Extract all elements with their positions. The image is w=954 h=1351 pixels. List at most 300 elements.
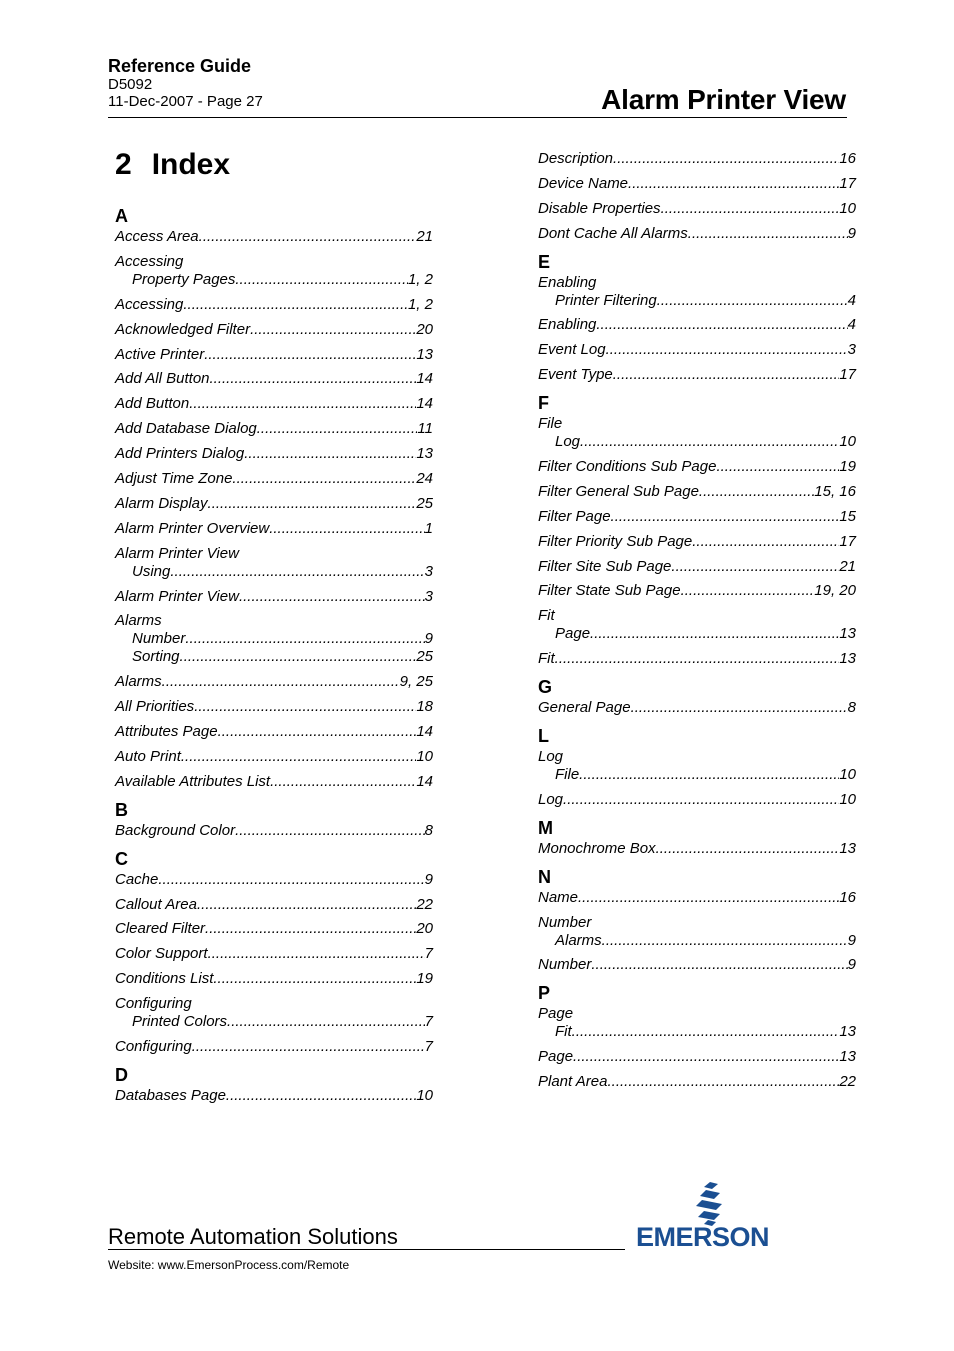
index-entry bbox=[115, 253, 433, 289]
entry-parent-label: Configuring bbox=[115, 995, 192, 1013]
dot-leader bbox=[602, 932, 848, 950]
entry-parent-label: Alarm Printer View bbox=[115, 544, 239, 562]
index-entry bbox=[115, 346, 433, 364]
page-reference: 9 bbox=[847, 224, 856, 242]
index-entry bbox=[538, 914, 856, 950]
page-reference: 13 bbox=[839, 1048, 856, 1066]
page-reference: 1, 2 bbox=[407, 270, 433, 288]
index-entry bbox=[115, 1087, 433, 1105]
index-letter-heading: G bbox=[538, 677, 553, 698]
page-reference: 14 bbox=[416, 370, 433, 388]
dot-leader bbox=[591, 956, 847, 974]
index-letter-heading: L bbox=[538, 726, 549, 747]
entry-parent-label: File bbox=[538, 415, 563, 433]
index-entry bbox=[538, 200, 856, 218]
dot-leader bbox=[226, 1087, 416, 1105]
index-letter-heading: D bbox=[115, 1064, 128, 1085]
page-reference: 10 bbox=[416, 1086, 433, 1104]
index-subentry bbox=[115, 630, 433, 648]
page-reference: 13 bbox=[416, 345, 433, 363]
index-entry bbox=[538, 225, 856, 243]
entry-label: Event Type bbox=[538, 366, 613, 384]
dot-leader bbox=[572, 1023, 840, 1041]
page-reference: 22 bbox=[416, 895, 433, 913]
entry-label: Access Area bbox=[115, 228, 199, 245]
dot-leader bbox=[671, 558, 839, 576]
page-reference: 25 bbox=[416, 648, 433, 666]
index-entry bbox=[115, 773, 433, 791]
page-reference: 7 bbox=[424, 1013, 433, 1031]
index-entry bbox=[538, 366, 856, 384]
page-reference: 14 bbox=[416, 772, 433, 790]
entry-label: Adjust Time Zone bbox=[115, 470, 233, 488]
page-reference: 8 bbox=[847, 699, 856, 717]
dot-leader bbox=[628, 175, 839, 193]
entry-label: Auto Print bbox=[115, 748, 181, 766]
dot-leader bbox=[235, 822, 425, 840]
index-entry bbox=[115, 370, 433, 388]
page-reference: 13 bbox=[839, 1023, 856, 1041]
entry-label: Alarms bbox=[555, 931, 602, 949]
entry-label: Alarm Display bbox=[115, 494, 208, 512]
dot-leader bbox=[250, 321, 416, 339]
index-letter-heading: N bbox=[538, 866, 551, 887]
index-entry bbox=[115, 228, 433, 246]
index-entry bbox=[115, 1038, 433, 1056]
page-reference: 24 bbox=[416, 470, 433, 488]
index-entry-row bbox=[115, 445, 433, 463]
index-entry-row bbox=[115, 871, 433, 889]
dot-leader bbox=[227, 1013, 425, 1031]
dot-leader bbox=[269, 520, 424, 538]
entry-label: Filter Page bbox=[538, 507, 611, 525]
entry-label: Cleared Filter bbox=[115, 920, 206, 938]
entry-parent-label: Log bbox=[538, 748, 564, 766]
page-reference: 1 bbox=[424, 519, 433, 537]
index-column-left bbox=[115, 200, 433, 1112]
index-letter-heading: F bbox=[538, 393, 549, 414]
entry-label: Number bbox=[538, 956, 592, 974]
entry-label: Add All Button bbox=[115, 370, 210, 388]
page-reference: 7 bbox=[424, 945, 433, 963]
index-entry-row bbox=[538, 200, 856, 218]
index-entry-row bbox=[538, 699, 856, 717]
index-subentry bbox=[115, 1013, 433, 1031]
page-reference: 3 bbox=[847, 341, 856, 359]
index-entry bbox=[115, 822, 433, 840]
dot-leader bbox=[692, 533, 839, 551]
index-entry bbox=[538, 699, 856, 717]
emerson-emblem-icon bbox=[688, 1180, 738, 1226]
dot-leader bbox=[185, 630, 424, 648]
index-entry bbox=[538, 650, 856, 668]
entry-label: Alarm Printer Overview bbox=[115, 519, 270, 537]
index-entry-row bbox=[538, 225, 856, 243]
index-entry-row bbox=[115, 420, 433, 438]
entry-label: Databases Page bbox=[115, 1086, 226, 1104]
index-entry-row bbox=[538, 533, 856, 551]
page-reference: 3 bbox=[424, 562, 433, 580]
entry-label: Add Printers Dialog bbox=[115, 445, 245, 463]
page-reference: 10 bbox=[416, 748, 433, 766]
index-entry-row bbox=[115, 698, 433, 716]
dot-leader bbox=[578, 889, 839, 907]
index-column-right bbox=[538, 150, 856, 1098]
index-entry bbox=[115, 896, 433, 914]
index-entry-row bbox=[115, 296, 433, 314]
dot-leader bbox=[181, 748, 416, 766]
index-entry bbox=[538, 150, 856, 168]
page-reference: 9 bbox=[424, 630, 433, 648]
index-subentry bbox=[538, 433, 856, 451]
section-heading bbox=[115, 148, 230, 182]
index-entry bbox=[538, 415, 856, 451]
page-reference: 15, 16 bbox=[814, 482, 856, 500]
index-entry-row bbox=[115, 395, 433, 413]
index-entry bbox=[538, 889, 856, 907]
page-reference: 7 bbox=[424, 1038, 433, 1056]
dot-leader bbox=[596, 316, 847, 334]
index-entry bbox=[115, 296, 433, 314]
page-reference: 19 bbox=[416, 970, 433, 988]
dot-leader bbox=[270, 773, 416, 791]
index-entry bbox=[538, 458, 856, 476]
document-header bbox=[108, 58, 263, 110]
entry-label: Name bbox=[538, 888, 579, 906]
index-entry bbox=[115, 723, 433, 741]
index-entry bbox=[115, 920, 433, 938]
entry-label: Plant Area bbox=[538, 1073, 608, 1091]
dot-leader bbox=[162, 673, 400, 691]
dot-leader bbox=[590, 625, 839, 643]
dot-leader bbox=[631, 699, 848, 717]
index-entry-row bbox=[538, 889, 856, 907]
dot-leader bbox=[208, 495, 417, 513]
dot-leader bbox=[257, 420, 418, 438]
index-entry-row bbox=[115, 370, 433, 388]
index-entry bbox=[115, 748, 433, 766]
page-reference: 19, 20 bbox=[814, 582, 856, 600]
index-subentry bbox=[538, 625, 856, 643]
index-letter-heading: A bbox=[115, 206, 128, 226]
index-entry-row bbox=[115, 673, 433, 691]
page-reference: 3 bbox=[424, 587, 433, 605]
index-entry-row bbox=[538, 558, 856, 576]
index-entry bbox=[115, 612, 433, 666]
index-entry bbox=[115, 445, 433, 463]
page-reference: 14 bbox=[416, 723, 433, 741]
index-entry bbox=[538, 791, 856, 809]
entry-label: All Priorities bbox=[115, 698, 195, 716]
date-and-page: 11-Dec-2007 - Page 27 bbox=[108, 93, 263, 110]
entry-label: Filter Conditions Sub Page bbox=[538, 458, 717, 476]
page-reference: 10 bbox=[839, 433, 856, 451]
dot-leader bbox=[183, 296, 408, 314]
index-entry bbox=[115, 470, 433, 488]
page-reference: 11 bbox=[417, 420, 433, 438]
index-entry bbox=[115, 545, 433, 581]
entry-label: Background Color bbox=[115, 821, 236, 839]
index-subentry bbox=[538, 1023, 856, 1041]
dot-leader bbox=[189, 395, 416, 413]
index-letter-heading: B bbox=[115, 799, 128, 820]
entry-label: File bbox=[555, 766, 580, 784]
page-reference: 16 bbox=[839, 888, 856, 906]
index-entry-row bbox=[538, 366, 856, 384]
index-entry bbox=[538, 956, 856, 974]
page-reference: 25 bbox=[416, 494, 433, 512]
entry-label: Acknowledged Filter bbox=[115, 320, 251, 338]
index-entry bbox=[538, 607, 856, 643]
index-letter-heading: P bbox=[538, 983, 551, 1004]
index-entry bbox=[115, 495, 433, 513]
dot-leader bbox=[194, 698, 416, 716]
entry-label: Event Log bbox=[538, 341, 606, 359]
index-entry bbox=[115, 970, 433, 988]
index-subentry bbox=[538, 292, 856, 310]
page-reference: 19 bbox=[839, 458, 856, 476]
index-entry-row bbox=[538, 508, 856, 526]
dot-leader bbox=[657, 292, 848, 310]
entry-label: Disable Properties bbox=[538, 199, 661, 217]
document-type: Reference Guide bbox=[108, 56, 252, 76]
dot-leader bbox=[199, 228, 417, 246]
entry-label: Property Pages bbox=[132, 270, 236, 288]
entry-parent-label: Fit bbox=[538, 607, 555, 625]
page-reference: 21 bbox=[416, 228, 433, 245]
index-entry-row bbox=[115, 321, 433, 339]
dot-leader bbox=[611, 508, 840, 526]
dot-leader bbox=[606, 341, 848, 359]
page-reference: 16 bbox=[839, 150, 856, 167]
index-entry bbox=[538, 508, 856, 526]
index-entry bbox=[115, 698, 433, 716]
dot-leader bbox=[197, 896, 416, 914]
entry-label: Accessing bbox=[115, 295, 184, 313]
dot-leader bbox=[213, 970, 416, 988]
index-entry bbox=[538, 316, 856, 334]
entry-label: Device Name bbox=[538, 174, 629, 192]
index-letter-heading: C bbox=[115, 848, 128, 869]
dot-leader bbox=[613, 150, 839, 168]
index-letter-heading: M bbox=[538, 817, 553, 838]
entry-label: Monochrome Box bbox=[538, 839, 656, 857]
index-entry bbox=[538, 1005, 856, 1041]
entry-label: Active Printer bbox=[115, 345, 205, 363]
page-reference: 22 bbox=[839, 1073, 856, 1091]
entry-label: Callout Area bbox=[115, 895, 197, 913]
index-entry-row bbox=[538, 458, 856, 476]
entry-label: General Page bbox=[538, 699, 631, 717]
page-reference: 18 bbox=[416, 698, 433, 716]
index-entry-row bbox=[538, 582, 856, 600]
index-entry-row bbox=[115, 228, 433, 246]
index-entry bbox=[115, 520, 433, 538]
index-entry bbox=[538, 1073, 856, 1091]
index-entry-row bbox=[538, 1048, 856, 1066]
section-number: 2 bbox=[115, 148, 132, 181]
entry-label: Color Support bbox=[115, 945, 208, 963]
entry-label: Log bbox=[555, 433, 581, 451]
page-reference: 20 bbox=[416, 320, 433, 338]
page-reference: 14 bbox=[416, 395, 433, 413]
index-entry-row bbox=[115, 970, 433, 988]
index-entry-row bbox=[115, 1087, 433, 1105]
index-entry-row bbox=[538, 840, 856, 858]
index-entry-row bbox=[115, 723, 433, 741]
dot-leader bbox=[204, 346, 416, 364]
entry-label: Fit bbox=[555, 1023, 572, 1041]
index-entry-row bbox=[538, 1073, 856, 1091]
dot-leader bbox=[699, 483, 814, 501]
dot-leader bbox=[170, 563, 424, 581]
index-entry bbox=[115, 588, 433, 606]
dot-leader bbox=[205, 920, 416, 938]
logo-wordmark: EMERSON bbox=[636, 1222, 770, 1252]
dot-leader bbox=[608, 1073, 840, 1091]
index-entry-row bbox=[115, 920, 433, 938]
index-entry bbox=[538, 1048, 856, 1066]
dot-leader bbox=[661, 200, 840, 218]
page-reference: 1, 2 bbox=[407, 295, 433, 313]
index-entry bbox=[538, 582, 856, 600]
index-letter-heading: E bbox=[538, 251, 551, 272]
entry-label: Using bbox=[132, 562, 171, 580]
dot-leader bbox=[613, 366, 840, 384]
index-subentry bbox=[538, 766, 856, 784]
dot-leader bbox=[235, 271, 408, 289]
entry-label: Printed Colors bbox=[132, 1013, 228, 1031]
dot-leader bbox=[681, 582, 815, 600]
index-entry-row bbox=[115, 748, 433, 766]
footer-divider bbox=[108, 1249, 625, 1250]
company-name: Remote Automation Solutions bbox=[108, 1224, 398, 1249]
entry-label: Attributes Page bbox=[115, 723, 218, 741]
index-entry-row bbox=[538, 956, 856, 974]
index-subentry bbox=[115, 271, 433, 289]
entry-label: Fit bbox=[538, 650, 555, 668]
entry-label: Alarms bbox=[115, 673, 162, 691]
entry-parent-label: Enabling bbox=[538, 273, 597, 291]
entry-parent-label: Accessing bbox=[115, 252, 184, 270]
index-entry-row bbox=[115, 470, 433, 488]
dot-leader bbox=[688, 225, 848, 243]
entry-parent-label: Number bbox=[538, 913, 592, 931]
index-entry bbox=[115, 871, 433, 889]
entry-label: Dont Cache All Alarms bbox=[538, 224, 688, 242]
dot-leader bbox=[573, 1048, 839, 1066]
index-entry bbox=[538, 840, 856, 858]
entry-label: Add Database Dialog bbox=[115, 420, 257, 438]
page-reference: 13 bbox=[839, 839, 856, 857]
entry-label: Log bbox=[538, 790, 564, 808]
page-reference: 9 bbox=[424, 870, 433, 888]
entry-label: Description bbox=[538, 150, 614, 167]
index-entry bbox=[115, 673, 433, 691]
header-divider bbox=[108, 117, 847, 118]
page-reference: 9, 25 bbox=[399, 673, 433, 691]
index-entry bbox=[115, 945, 433, 963]
page-reference: 10 bbox=[839, 790, 856, 808]
index-subentry bbox=[538, 932, 856, 950]
index-entry-row bbox=[115, 822, 433, 840]
index-entry bbox=[538, 274, 856, 310]
index-subentry bbox=[115, 563, 433, 581]
index-entry-row bbox=[115, 945, 433, 963]
entry-label: Sorting bbox=[132, 648, 180, 666]
page-reference: 9 bbox=[847, 956, 856, 974]
index-entry-row bbox=[115, 773, 433, 791]
page-reference: 13 bbox=[416, 445, 433, 463]
dot-leader bbox=[580, 433, 839, 451]
page-reference: 10 bbox=[839, 199, 856, 217]
index-entry bbox=[538, 533, 856, 551]
index-entry-row bbox=[115, 346, 433, 364]
emerson-logo bbox=[636, 1180, 798, 1250]
entry-label: Printer Filtering bbox=[555, 291, 657, 309]
entry-label: Add Button bbox=[115, 395, 190, 413]
page-reference: 17 bbox=[839, 532, 856, 550]
index-entry-row bbox=[538, 791, 856, 809]
index-entry-row bbox=[538, 341, 856, 359]
dot-leader bbox=[192, 1038, 425, 1056]
index-entry bbox=[115, 321, 433, 339]
dot-leader bbox=[218, 723, 417, 741]
page-reference: 4 bbox=[847, 316, 856, 334]
document-number: D5092 bbox=[108, 76, 153, 93]
index-entry-row bbox=[538, 483, 856, 501]
entry-label: Page bbox=[538, 1048, 574, 1066]
page-title: Alarm Printer View bbox=[601, 84, 846, 115]
entry-label: Cache bbox=[115, 870, 159, 888]
entry-label: Enabling bbox=[538, 316, 597, 334]
index-entry bbox=[115, 995, 433, 1031]
index-entry-row bbox=[115, 495, 433, 513]
page-reference: 17 bbox=[839, 174, 856, 192]
entry-label: Filter Site Sub Page bbox=[538, 557, 672, 575]
index-entry bbox=[538, 175, 856, 193]
page-reference: 21 bbox=[839, 557, 856, 575]
index-entry-row bbox=[538, 150, 856, 168]
page-reference: 9 bbox=[847, 931, 856, 949]
index-entry-row bbox=[115, 1038, 433, 1056]
entry-label: Number bbox=[132, 630, 186, 648]
website-text: Website: www.EmersonProcess.com/Remote bbox=[108, 1258, 350, 1272]
dot-leader bbox=[716, 458, 839, 476]
index-entry bbox=[115, 395, 433, 413]
index-entry bbox=[538, 558, 856, 576]
dot-leader bbox=[563, 791, 839, 809]
entry-label: Alarm Printer View bbox=[115, 587, 239, 605]
page-reference: 13 bbox=[839, 650, 856, 668]
entry-label: Filter Priority Sub Page bbox=[538, 532, 693, 550]
entry-parent-label: Alarms bbox=[115, 612, 162, 630]
page-reference: 15 bbox=[839, 507, 856, 525]
dot-leader bbox=[210, 370, 417, 388]
entry-label: Configuring bbox=[115, 1038, 192, 1056]
index-subentry bbox=[115, 648, 433, 666]
index-entry bbox=[538, 748, 856, 784]
dot-leader bbox=[555, 650, 840, 668]
dot-leader bbox=[232, 470, 416, 488]
dot-leader bbox=[656, 840, 840, 858]
entry-parent-label: Page bbox=[538, 1005, 574, 1023]
page-reference: 8 bbox=[424, 821, 433, 839]
page-reference: 17 bbox=[839, 366, 856, 384]
dot-leader bbox=[239, 588, 425, 606]
entry-label: Conditions List bbox=[115, 970, 214, 988]
dot-leader bbox=[244, 445, 416, 463]
